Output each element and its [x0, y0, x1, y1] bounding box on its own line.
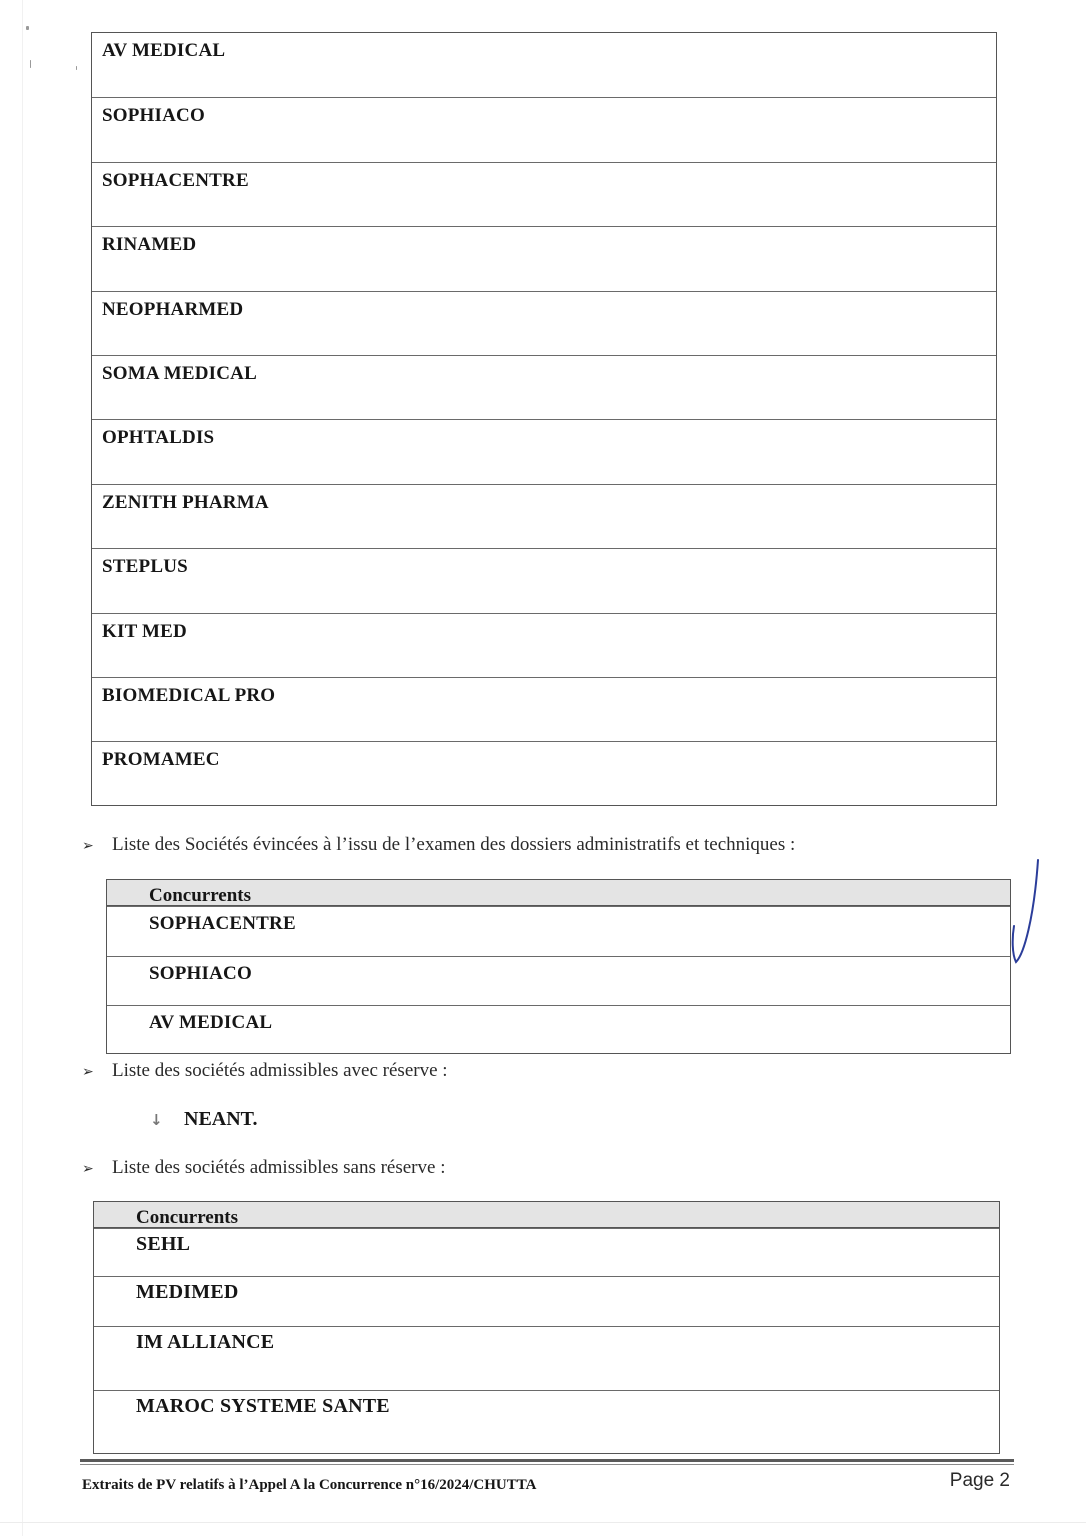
- footer-reference: Extraits de PV relatifs à l’Appel A la Concurrence n°16/2024/CHUTTA: [82, 1477, 537, 1493]
- table-header: [94, 1202, 999, 1228]
- table-row: [107, 1005, 1010, 1055]
- footer-divider: [80, 1459, 1014, 1462]
- company-name: SOPHACENTRE: [102, 169, 249, 191]
- table-row: [107, 956, 1010, 1006]
- company-name: SOPHIACO: [102, 105, 205, 127]
- scan-edge-left: [22, 0, 23, 1536]
- arrow-bullet-icon: ➢: [82, 838, 94, 854]
- table-row: [94, 1390, 999, 1452]
- table-row: [94, 1276, 999, 1326]
- table-row: [92, 484, 996, 548]
- footer-divider: [80, 1464, 1014, 1465]
- no-reserve-heading: [82, 1157, 445, 1179]
- table-row: [92, 419, 996, 483]
- table-row: [92, 548, 996, 612]
- table-row: [92, 97, 996, 161]
- scan-speck: [76, 66, 77, 70]
- scan-speck: [26, 26, 29, 30]
- table-row: [92, 355, 996, 419]
- company-name: SOPHIACO: [149, 962, 252, 984]
- scan-speck: [30, 60, 31, 68]
- page-number: Page 2: [949, 1470, 1010, 1491]
- companies-table: [91, 32, 997, 806]
- table-header: [107, 880, 1010, 906]
- reserve-item-text: NEANT.: [184, 1108, 258, 1130]
- table-row: [92, 613, 996, 677]
- company-name: MAROC SYSTEME SANTE: [136, 1395, 390, 1417]
- table-row: [107, 906, 1010, 956]
- handwritten-check-mark: [1004, 858, 1044, 968]
- company-name: OPHTALDIS: [102, 427, 215, 449]
- table-row: [92, 677, 996, 741]
- company-name: MEDIMED: [136, 1281, 239, 1303]
- company-name: SOPHACENTRE: [149, 913, 296, 934]
- company-name: SEHL: [136, 1233, 191, 1255]
- evinced-heading: [82, 834, 795, 856]
- company-name: PROMAMEC: [102, 749, 220, 771]
- reserve-item: [150, 1108, 258, 1131]
- small-arrow-icon: ↓: [150, 1111, 163, 1129]
- reserve-heading: [82, 1060, 448, 1082]
- no-reserve-table: [93, 1201, 1000, 1454]
- company-name: SOMA MEDICAL: [102, 362, 257, 384]
- table-row: [92, 162, 996, 226]
- arrow-bullet-icon: ➢: [82, 1064, 94, 1080]
- scan-edge-bottom: [0, 1522, 1086, 1523]
- company-name: NEOPHARMED: [102, 298, 244, 320]
- company-name: AV MEDICAL: [102, 40, 226, 61]
- evinced-table: [106, 879, 1011, 1054]
- company-name: KIT MED: [102, 620, 187, 642]
- table-row: [92, 226, 996, 290]
- table-row: [94, 1228, 999, 1276]
- table-row: [92, 291, 996, 355]
- arrow-bullet-icon: ➢: [82, 1161, 94, 1177]
- company-name: AV MEDICAL: [149, 1012, 273, 1034]
- evinced-heading-text: Liste des Sociétés évincées à l’issu de l’examen des dossiers administratifs et techniques :: [112, 834, 796, 855]
- company-name: ZENITH PHARMA: [102, 491, 269, 513]
- column-header: Concurrents: [149, 885, 252, 906]
- table-row: [92, 33, 996, 97]
- table-row: [94, 1326, 999, 1390]
- company-name: BIOMEDICAL PRO: [102, 684, 276, 706]
- reserve-heading-text: Liste des sociétés admissibles avec réserve :: [112, 1060, 448, 1081]
- company-name: RINAMED: [102, 234, 197, 256]
- company-name: IM ALLIANCE: [136, 1331, 275, 1353]
- column-header: Concurrents: [136, 1207, 239, 1228]
- table-row: [92, 741, 996, 805]
- no-reserve-heading-text: Liste des sociétés admissibles sans réserve :: [112, 1157, 446, 1178]
- company-name: STEPLUS: [102, 556, 188, 578]
